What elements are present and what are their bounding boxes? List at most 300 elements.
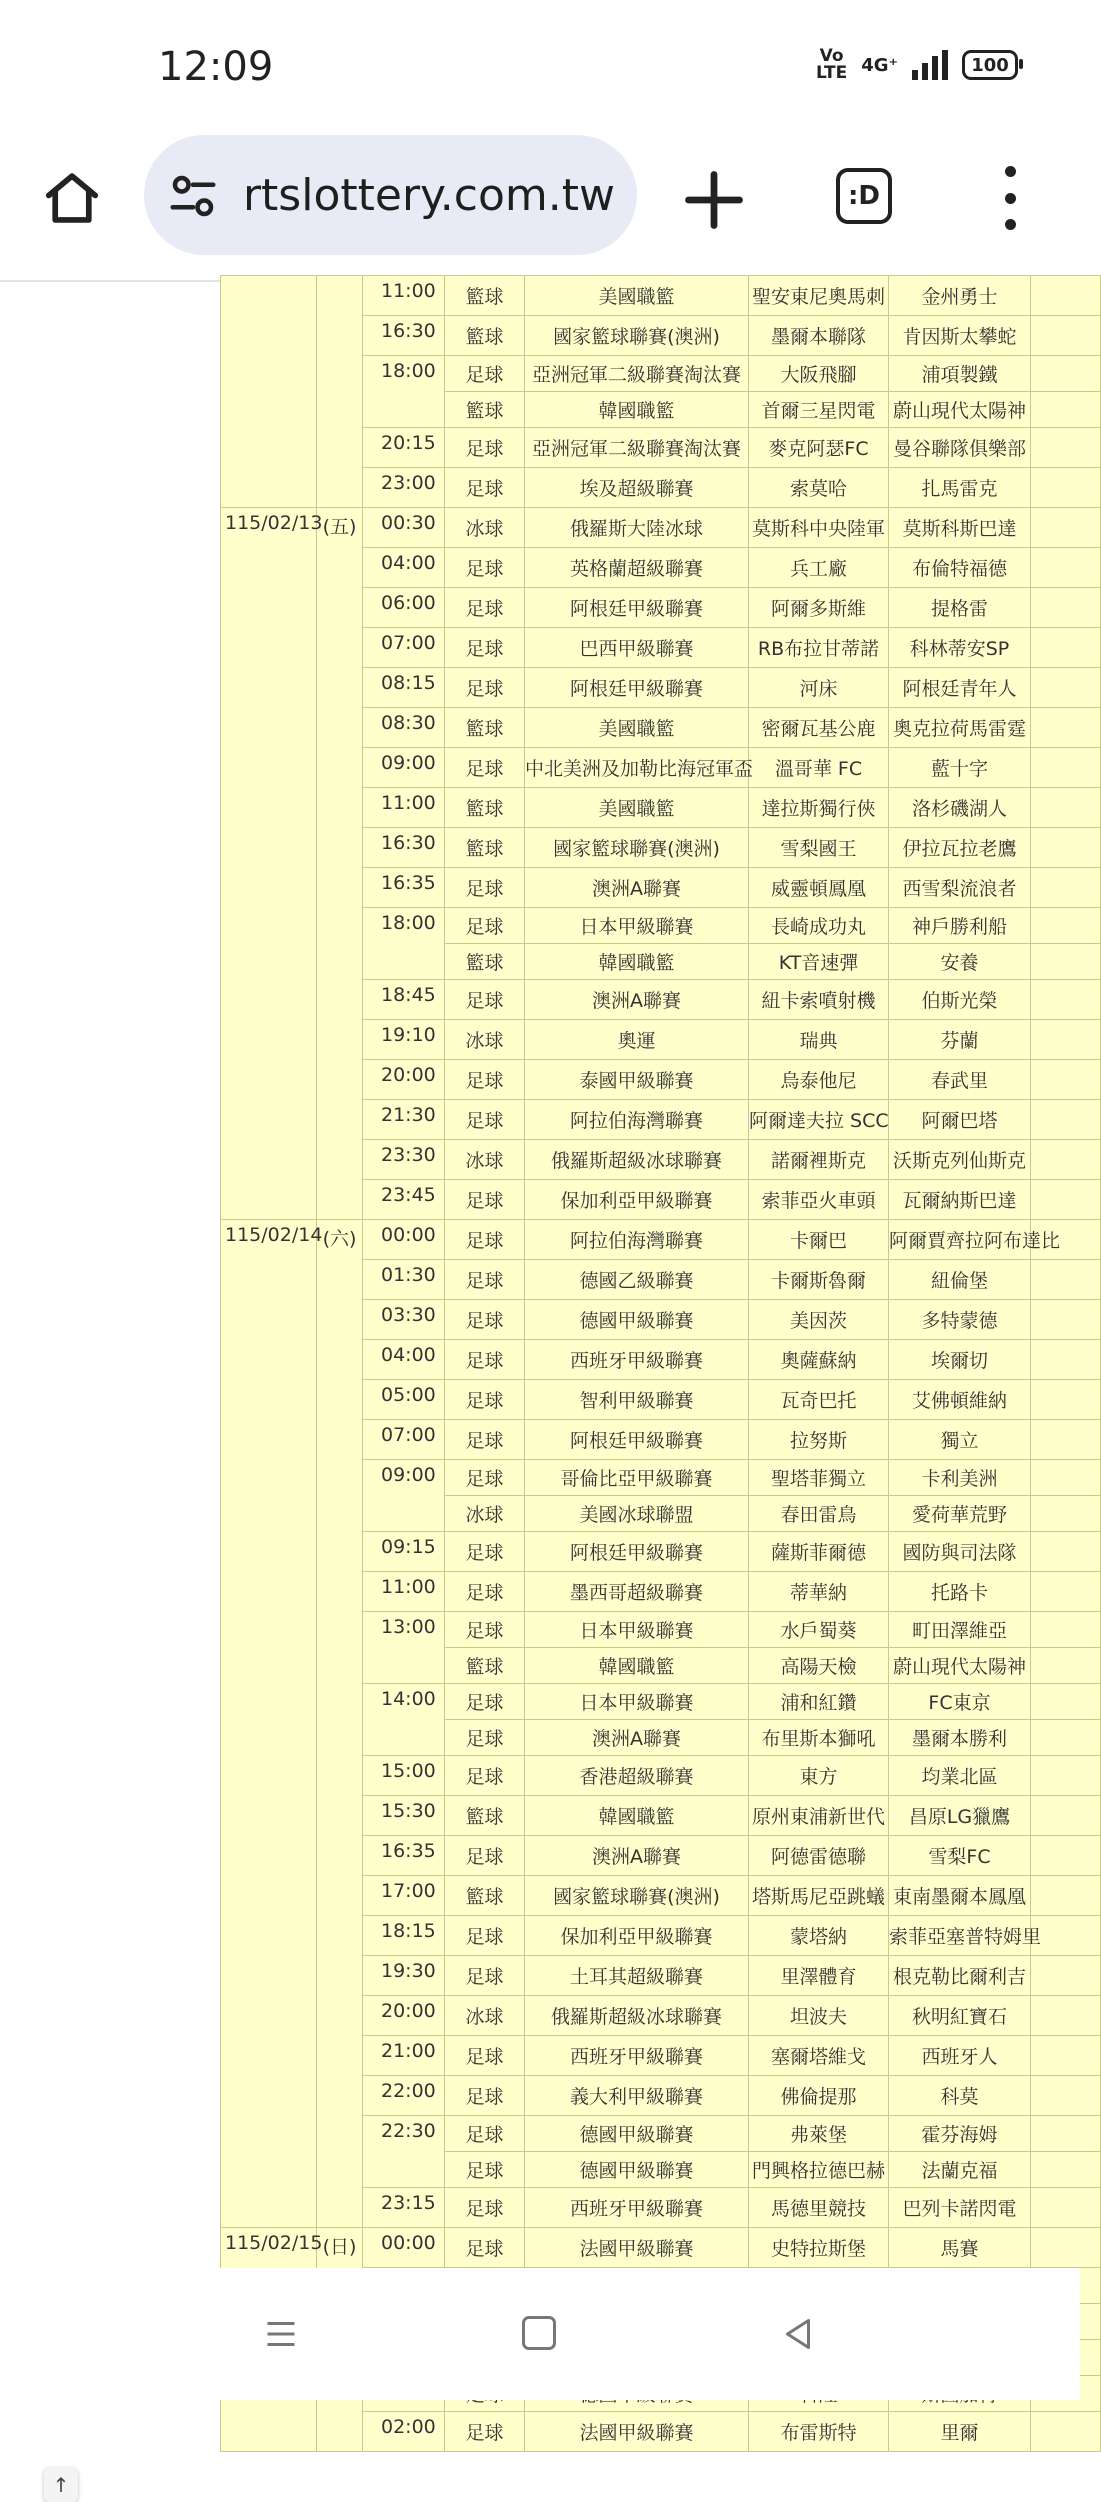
time-cell: 09:00 — [363, 748, 445, 788]
time-cell: 23:30 — [363, 1140, 445, 1180]
table-row — [221, 2228, 1101, 2268]
home-team-cell: 兵工廠 — [749, 548, 889, 588]
sport-cell: 籃球 — [445, 708, 525, 748]
time-cell: 15:00 — [363, 1756, 445, 1796]
league-cell: 義大利甲級聯賽 — [525, 2076, 749, 2116]
away-team-cell: 里爾 — [889, 2412, 1031, 2452]
home-team-cell: 達拉斯獨行俠 — [749, 788, 889, 828]
home-icon — [41, 167, 103, 229]
more-cell — [1031, 316, 1101, 356]
away-team-cell: 西雪梨流浪者 — [889, 868, 1031, 908]
away-team-cell: 紐倫堡 — [889, 1260, 1031, 1300]
schedule-table — [220, 275, 1101, 2452]
time-cell: 07:00 — [363, 1420, 445, 1460]
home-team-cell: 高陽天檢 — [749, 1648, 889, 1684]
sport-cell: 足球 — [445, 1340, 525, 1380]
time-cell: 11:00 — [363, 788, 445, 828]
league-cell: 美國職籃 — [525, 276, 749, 316]
away-team-cell: 浦項製鐵 — [889, 356, 1031, 392]
status-time: 12:09 — [158, 44, 274, 90]
league-cell: 韓國職籃 — [525, 944, 749, 980]
recent-apps-icon[interactable] — [263, 2316, 299, 2352]
battery-level: 100 — [971, 54, 1009, 76]
home-team-cell: 史特拉斯堡 — [749, 2228, 889, 2268]
sport-cell: 足球 — [445, 2116, 525, 2152]
league-cell: 阿根廷甲級聯賽 — [525, 1420, 749, 1460]
more-cell — [1031, 428, 1101, 468]
sport-cell: 足球 — [445, 868, 525, 908]
more-cell — [1031, 1916, 1101, 1956]
league-cell: 澳洲A聯賽 — [525, 1836, 749, 1876]
menu-dot-icon — [1005, 219, 1016, 230]
league-cell: 中北美洲及加勒比海冠軍盃 — [525, 748, 749, 788]
date-cell: 115/02/15 — [221, 2228, 317, 2452]
time-cell: 09:00 — [363, 1460, 445, 1532]
more-cell — [1031, 1340, 1101, 1380]
address-bar[interactable] — [144, 135, 637, 255]
league-cell: 日本甲級聯賽 — [525, 908, 749, 944]
away-team-cell: 町田澤維亞 — [889, 1612, 1031, 1648]
home-team-cell: 美因茨 — [749, 1300, 889, 1340]
away-team-cell: 根克勒比爾利吉 — [889, 1956, 1031, 1996]
home-team-cell: 門興格拉德巴赫 — [749, 2152, 889, 2188]
sport-cell: 足球 — [445, 628, 525, 668]
sport-cell: 足球 — [445, 908, 525, 944]
home-team-cell: 河床 — [749, 668, 889, 708]
home-team-cell: 布里斯本獅吼 — [749, 1720, 889, 1756]
time-cell: 23:15 — [363, 2188, 445, 2228]
sport-cell: 足球 — [445, 2036, 525, 2076]
home-team-cell: 原州東浦新世代 — [749, 1796, 889, 1836]
sport-cell: 足球 — [445, 980, 525, 1020]
sport-cell: 足球 — [445, 2228, 525, 2268]
league-cell: 香港超級聯賽 — [525, 1756, 749, 1796]
time-cell: 13:00 — [363, 1612, 445, 1684]
more-cell — [1031, 1876, 1101, 1916]
league-cell: 澳洲A聯賽 — [525, 868, 749, 908]
home-team-cell: 奧薩蘇納 — [749, 1340, 889, 1380]
away-team-cell: 安養 — [889, 944, 1031, 980]
system-nav-bar — [0, 2268, 1080, 2400]
away-team-cell: 春武里 — [889, 1060, 1031, 1100]
time-cell: 00:30 — [363, 508, 445, 548]
away-team-cell: 蔚山現代太陽神 — [889, 392, 1031, 428]
sport-cell: 足球 — [445, 1260, 525, 1300]
away-team-cell: 法蘭克福 — [889, 2152, 1031, 2188]
sport-cell: 足球 — [445, 668, 525, 708]
sport-cell: 籃球 — [445, 316, 525, 356]
more-cell — [1031, 276, 1101, 316]
sport-cell: 足球 — [445, 1380, 525, 1420]
more-cell — [1031, 1956, 1101, 1996]
sport-cell: 足球 — [445, 2152, 525, 2188]
time-cell: 05:00 — [363, 1380, 445, 1420]
away-team-cell: 阿爾賈齊拉阿布達比 — [889, 1220, 1031, 1260]
away-team-cell: 雪梨FC — [889, 1836, 1031, 1876]
time-cell: 18:15 — [363, 1916, 445, 1956]
sport-cell: 足球 — [445, 356, 525, 392]
home-team-cell: 瓦奇巴托 — [749, 1380, 889, 1420]
league-cell: 埃及超級聯賽 — [525, 468, 749, 508]
time-cell: 20:00 — [363, 1996, 445, 2036]
more-cell — [1031, 468, 1101, 508]
sport-cell: 足球 — [445, 1836, 525, 1876]
more-cell — [1031, 1260, 1101, 1300]
time-cell: 01:30 — [363, 1260, 445, 1300]
more-cell — [1031, 1420, 1101, 1460]
away-team-cell: 埃爾切 — [889, 1340, 1031, 1380]
home-team-cell: 大阪飛腳 — [749, 356, 889, 392]
time-cell: 18:45 — [363, 980, 445, 1020]
time-cell: 09:15 — [363, 1532, 445, 1572]
away-team-cell: 獨立 — [889, 1420, 1031, 1460]
league-cell: 亞洲冠軍二級聯賽淘汰賽 — [525, 428, 749, 468]
league-cell: 俄羅斯超級冰球聯賽 — [525, 1140, 749, 1180]
league-cell: 國家籃球聯賽(澳洲) — [525, 1876, 749, 1916]
league-cell: 西班牙甲級聯賽 — [525, 2036, 749, 2076]
league-cell: 保加利亞甲級聯賽 — [525, 1180, 749, 1220]
sport-cell: 冰球 — [445, 1020, 525, 1060]
more-menu-button[interactable] — [990, 166, 1030, 230]
away-team-cell: 肯因斯太攀蛇 — [889, 316, 1031, 356]
league-cell: 阿根廷甲級聯賽 — [525, 668, 749, 708]
more-cell — [1031, 2228, 1101, 2268]
time-cell: 00:00 — [363, 1220, 445, 1260]
home-team-cell: 蒂華納 — [749, 1572, 889, 1612]
home-team-cell: 卡爾斯魯爾 — [749, 1260, 889, 1300]
time-cell: 16:35 — [363, 868, 445, 908]
away-team-cell: 多特蒙德 — [889, 1300, 1031, 1340]
more-cell — [1031, 2116, 1101, 2152]
away-team-cell: 均業北區 — [889, 1756, 1031, 1796]
time-cell: 23:00 — [363, 468, 445, 508]
time-cell: 22:30 — [363, 2116, 445, 2188]
table-row — [221, 276, 1101, 316]
more-cell — [1031, 1020, 1101, 1060]
date-cell: 115/02/13 — [221, 508, 317, 1220]
time-cell: 20:00 — [363, 1060, 445, 1100]
nav-home-icon[interactable] — [522, 2316, 556, 2350]
more-cell — [1031, 1996, 1101, 2036]
more-cell — [1031, 2076, 1101, 2116]
league-cell: 阿拉伯海灣聯賽 — [525, 1100, 749, 1140]
league-cell: 澳洲A聯賽 — [525, 1720, 749, 1756]
sport-cell: 足球 — [445, 1460, 525, 1496]
sport-cell: 足球 — [445, 1420, 525, 1460]
league-cell: 哥倫比亞甲級聯賽 — [525, 1460, 749, 1496]
tab-switcher-button[interactable] — [836, 168, 892, 224]
home-team-cell: 拉努斯 — [749, 1420, 889, 1460]
more-cell — [1031, 1796, 1101, 1836]
sport-cell: 足球 — [445, 428, 525, 468]
time-cell: 18:00 — [363, 356, 445, 428]
league-cell: 日本甲級聯賽 — [525, 1684, 749, 1720]
home-team-cell: 瑞典 — [749, 1020, 889, 1060]
home-team-cell: 東方 — [749, 1756, 889, 1796]
home-team-cell: 麥克阿瑟FC — [749, 428, 889, 468]
home-team-cell: 弗萊堡 — [749, 2116, 889, 2152]
more-cell — [1031, 908, 1101, 944]
league-cell: 國家籃球聯賽(澳洲) — [525, 828, 749, 868]
home-team-cell: 聖塔菲獨立 — [749, 1460, 889, 1496]
home-team-cell: 紐卡索噴射機 — [749, 980, 889, 1020]
league-cell: 泰國甲級聯賽 — [525, 1060, 749, 1100]
sport-cell: 足球 — [445, 1572, 525, 1612]
browser-toolbar — [0, 130, 1080, 282]
more-cell — [1031, 1140, 1101, 1180]
home-team-cell: 塞爾塔維戈 — [749, 2036, 889, 2076]
away-team-cell: 扎馬雷克 — [889, 468, 1031, 508]
home-button[interactable] — [36, 162, 108, 234]
home-team-cell: 墨爾本聯隊 — [749, 316, 889, 356]
home-team-cell: 水戶蜀葵 — [749, 1612, 889, 1648]
sport-cell: 足球 — [445, 2412, 525, 2452]
time-cell: 17:00 — [363, 1876, 445, 1916]
away-team-cell: 卡利美洲 — [889, 1460, 1031, 1496]
more-cell — [1031, 1648, 1101, 1684]
time-cell: 14:00 — [363, 1684, 445, 1756]
away-team-cell: 西班牙人 — [889, 2036, 1031, 2076]
time-cell: 11:00 — [363, 1572, 445, 1612]
more-cell — [1031, 1060, 1101, 1100]
sport-cell: 足球 — [445, 1720, 525, 1756]
sport-cell: 足球 — [445, 1100, 525, 1140]
away-team-cell: 國防與司法隊 — [889, 1532, 1031, 1572]
away-team-cell: 洛杉磯湖人 — [889, 788, 1031, 828]
time-cell: 22:00 — [363, 2076, 445, 2116]
league-cell: 韓國職籃 — [525, 1648, 749, 1684]
more-cell — [1031, 1300, 1101, 1340]
time-cell: 19:30 — [363, 1956, 445, 1996]
away-team-cell: 科林蒂安SP — [889, 628, 1031, 668]
time-cell: 19:10 — [363, 1020, 445, 1060]
sport-cell: 足球 — [445, 1532, 525, 1572]
sport-cell: 冰球 — [445, 1496, 525, 1532]
url-text[interactable]: rtslottery.com.tw — [242, 169, 615, 221]
away-team-cell: 阿根廷青年人 — [889, 668, 1031, 708]
sport-cell: 籃球 — [445, 1648, 525, 1684]
more-cell — [1031, 356, 1101, 392]
away-team-cell: 阿爾巴塔 — [889, 1100, 1031, 1140]
sport-cell: 冰球 — [445, 1996, 525, 2036]
home-team-cell: RB布拉甘蒂諾 — [749, 628, 889, 668]
more-cell — [1031, 1180, 1101, 1220]
away-team-cell: 神戶勝利船 — [889, 908, 1031, 944]
away-team-cell: 莫斯科斯巴達 — [889, 508, 1031, 548]
sport-cell: 冰球 — [445, 1140, 525, 1180]
sport-cell: 冰球 — [445, 508, 525, 548]
league-cell: 國家籃球聯賽(澳洲) — [525, 316, 749, 356]
sport-cell: 足球 — [445, 468, 525, 508]
home-team-cell: 長崎成功丸 — [749, 908, 889, 944]
weekday-cell: (六) — [317, 1220, 363, 2228]
league-cell: 德國乙級聯賽 — [525, 1260, 749, 1300]
more-cell — [1031, 1684, 1101, 1720]
more-cell — [1031, 668, 1101, 708]
volte-icon: Vo LTE — [815, 46, 848, 83]
away-team-cell: 金州勇士 — [889, 276, 1031, 316]
more-cell — [1031, 588, 1101, 628]
league-cell: 俄羅斯超級冰球聯賽 — [525, 1996, 749, 2036]
sport-cell: 籃球 — [445, 1876, 525, 1916]
more-cell — [1031, 1572, 1101, 1612]
league-cell: 美國職籃 — [525, 708, 749, 748]
away-team-cell: 芬蘭 — [889, 1020, 1031, 1060]
sport-cell: 籃球 — [445, 828, 525, 868]
league-cell: 韓國職籃 — [525, 392, 749, 428]
home-team-cell: 馬德里競技 — [749, 2188, 889, 2228]
sport-cell: 足球 — [445, 2188, 525, 2228]
home-team-cell: 雪梨國王 — [749, 828, 889, 868]
time-cell: 08:15 — [363, 668, 445, 708]
more-cell — [1031, 2412, 1101, 2452]
league-cell: 阿拉伯海灣聯賽 — [525, 1220, 749, 1260]
league-cell: 西班牙甲級聯賽 — [525, 1340, 749, 1380]
home-team-cell: 密爾瓦基公鹿 — [749, 708, 889, 748]
time-cell: 20:15 — [363, 428, 445, 468]
home-team-cell: 聖安東尼奧馬刺 — [749, 276, 889, 316]
sport-cell: 籃球 — [445, 276, 525, 316]
sport-cell: 籃球 — [445, 944, 525, 980]
sport-cell: 籃球 — [445, 1796, 525, 1836]
more-cell — [1031, 1100, 1101, 1140]
home-team-cell: 佛倫提那 — [749, 2076, 889, 2116]
home-team-cell: 坦波夫 — [749, 1996, 889, 2036]
away-team-cell: 馬賽 — [889, 2228, 1031, 2268]
more-cell — [1031, 708, 1101, 748]
status-icons — [816, 48, 1018, 82]
away-team-cell: 愛荷華荒野 — [889, 1496, 1031, 1532]
home-team-cell: 阿爾達夫拉 SCC — [749, 1100, 889, 1140]
battery-icon — [962, 50, 1018, 80]
sport-cell: 足球 — [445, 1684, 525, 1720]
weekday-cell — [317, 276, 363, 508]
home-team-cell: 溫哥華 FC — [749, 748, 889, 788]
sport-cell: 足球 — [445, 748, 525, 788]
time-cell: 11:00 — [363, 276, 445, 316]
date-cell: 115/02/14 — [221, 1220, 317, 2228]
more-cell — [1031, 2188, 1101, 2228]
away-team-cell: 伊拉瓦拉老鷹 — [889, 828, 1031, 868]
home-team-cell: 薩斯菲爾德 — [749, 1532, 889, 1572]
time-cell: 04:00 — [363, 1340, 445, 1380]
more-cell — [1031, 548, 1101, 588]
away-team-cell: 托路卡 — [889, 1572, 1031, 1612]
sport-cell: 足球 — [445, 1180, 525, 1220]
league-cell: 土耳其超級聯賽 — [525, 1956, 749, 1996]
more-cell — [1031, 1720, 1101, 1756]
more-cell — [1031, 2152, 1101, 2188]
arrow-up-icon: ↑ — [52, 2473, 70, 2497]
more-cell — [1031, 1612, 1101, 1648]
more-cell — [1031, 1836, 1101, 1876]
home-team-cell: 阿德雷德聯 — [749, 1836, 889, 1876]
sport-cell: 足球 — [445, 2076, 525, 2116]
time-cell: 15:30 — [363, 1796, 445, 1836]
away-team-cell: FC東京 — [889, 1684, 1031, 1720]
away-team-cell: 曼谷聯隊俱樂部 — [889, 428, 1031, 468]
tab-switcher-label: :D — [848, 181, 880, 211]
sport-cell: 足球 — [445, 1756, 525, 1796]
nav-back-icon[interactable] — [780, 2314, 816, 2354]
league-cell: 美國職籃 — [525, 788, 749, 828]
away-team-cell: 秋明紅寶石 — [889, 1996, 1031, 2036]
time-cell: 16:30 — [363, 316, 445, 356]
time-cell: 23:45 — [363, 1180, 445, 1220]
league-cell: 日本甲級聯賽 — [525, 1612, 749, 1648]
more-cell — [1031, 1496, 1101, 1532]
sport-cell: 足球 — [445, 548, 525, 588]
away-team-cell: 昌原LG獵鷹 — [889, 1796, 1031, 1836]
more-cell — [1031, 868, 1101, 908]
home-team-cell: 索菲亞火車頭 — [749, 1180, 889, 1220]
time-cell: 06:00 — [363, 588, 445, 628]
away-team-cell: 布倫特福德 — [889, 548, 1031, 588]
page-content[interactable] — [0, 280, 1080, 2497]
menu-dot-icon — [1005, 166, 1016, 177]
more-cell — [1031, 1380, 1101, 1420]
more-cell — [1031, 1532, 1101, 1572]
league-cell: 德國甲級聯賽 — [525, 2116, 749, 2152]
more-cell — [1031, 392, 1101, 428]
more-cell — [1031, 1756, 1101, 1796]
time-cell: 21:00 — [363, 2036, 445, 2076]
away-team-cell: 瓦爾納斯巴達 — [889, 1180, 1031, 1220]
time-cell: 04:00 — [363, 548, 445, 588]
home-team-cell: 莫斯科中央陸軍 — [749, 508, 889, 548]
time-cell: 08:30 — [363, 708, 445, 748]
home-team-cell: 阿爾多斯維 — [749, 588, 889, 628]
network-type: 4G⁺ — [861, 54, 898, 76]
sport-cell: 足球 — [445, 1060, 525, 1100]
home-team-cell: 浦和紅鑽 — [749, 1684, 889, 1720]
more-cell — [1031, 508, 1101, 548]
league-cell: 奧運 — [525, 1020, 749, 1060]
home-team-cell: 首爾三星閃電 — [749, 392, 889, 428]
back-to-top-button[interactable] — [44, 2468, 78, 2502]
sport-cell: 足球 — [445, 1612, 525, 1648]
home-team-cell: 蒙塔納 — [749, 1916, 889, 1956]
home-team-cell: 里澤體育 — [749, 1956, 889, 1996]
more-cell — [1031, 788, 1101, 828]
time-cell: 03:30 — [363, 1300, 445, 1340]
league-cell: 英格蘭超級聯賽 — [525, 548, 749, 588]
time-cell: 02:00 — [363, 2412, 445, 2452]
away-team-cell: 巴列卡諾閃電 — [889, 2188, 1031, 2228]
league-cell: 西班牙甲級聯賽 — [525, 2188, 749, 2228]
time-cell: 16:30 — [363, 828, 445, 868]
league-cell: 韓國職籃 — [525, 1796, 749, 1836]
time-cell: 07:00 — [363, 628, 445, 668]
time-cell: 00:00 — [363, 2228, 445, 2268]
more-cell — [1031, 944, 1101, 980]
menu-dot-icon — [1005, 193, 1016, 204]
away-team-cell: 霍芬海姆 — [889, 2116, 1031, 2152]
date-cell — [221, 276, 317, 508]
away-team-cell: 伯斯光榮 — [889, 980, 1031, 1020]
time-cell: 18:00 — [363, 908, 445, 980]
league-cell: 德國甲級聯賽 — [525, 2152, 749, 2188]
site-settings-icon[interactable] — [166, 169, 220, 223]
home-team-cell: 布雷斯特 — [749, 2412, 889, 2452]
sport-cell: 足球 — [445, 1916, 525, 1956]
league-cell: 美國冰球聯盟 — [525, 1496, 749, 1532]
home-team-cell: 索莫哈 — [749, 468, 889, 508]
away-team-cell: 提格雷 — [889, 588, 1031, 628]
new-tab-button[interactable] — [680, 166, 748, 234]
home-team-cell: 烏泰他尼 — [749, 1060, 889, 1100]
league-cell: 巴西甲級聯賽 — [525, 628, 749, 668]
